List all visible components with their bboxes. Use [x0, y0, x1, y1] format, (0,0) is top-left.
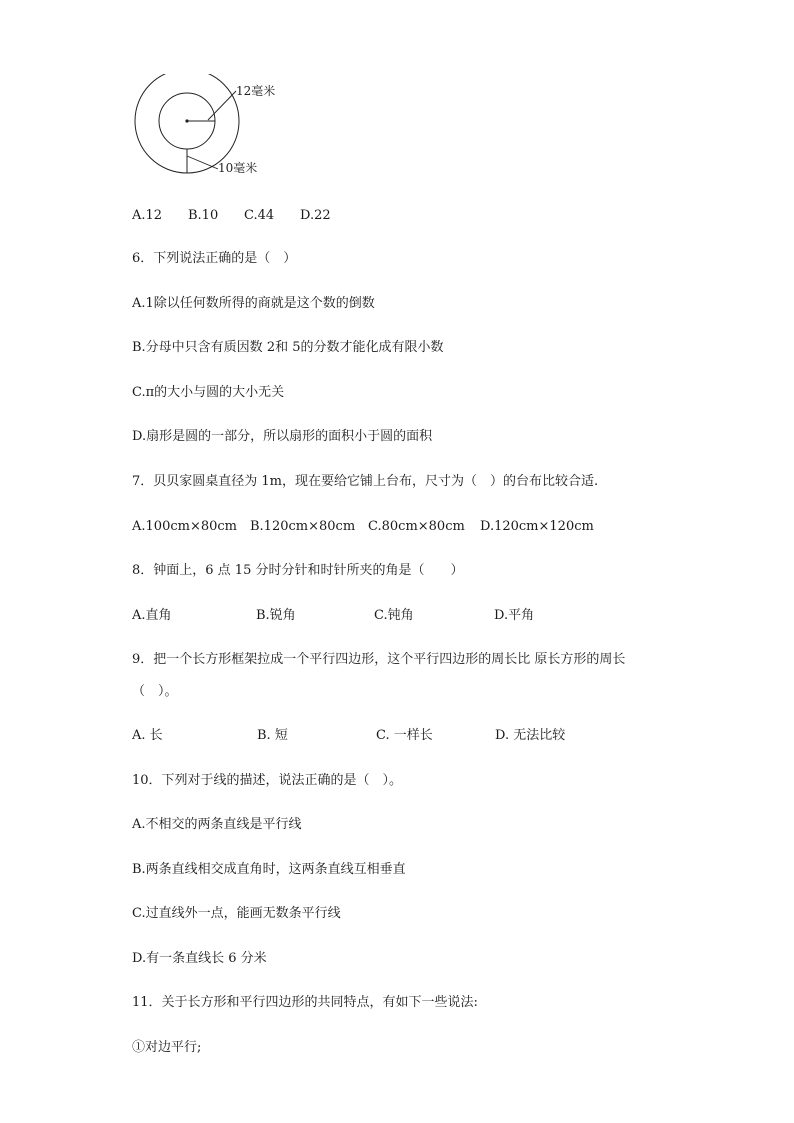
- gap-leader-line: [187, 156, 218, 169]
- q9-option-d: D. 无法比较: [495, 728, 566, 743]
- q8-options: [132, 608, 534, 624]
- q8-option-c: C.钝角: [374, 608, 414, 623]
- q11-stem: 11．关于长方形和平行四边形的共同特点，有如下一些说法:: [132, 995, 478, 1010]
- q10-stem: 10．下列对于线的描述，说法正确的是（ ）。: [132, 773, 403, 788]
- q8-option-a: A.直角: [132, 608, 172, 623]
- q6-option-a: A.1除以任何数所得的商就是这个数的倒数: [132, 296, 375, 311]
- q5-option-b: B.10: [188, 208, 219, 223]
- q9-option-a: A. 长: [132, 728, 163, 743]
- q5-option-c: C.44: [244, 208, 275, 223]
- q9-option-c: C. 一样长: [376, 728, 433, 743]
- q5-option-d: D.22: [300, 208, 331, 223]
- circles-diagram: [132, 74, 292, 184]
- q7-stem: 7．贝贝家圆桌直径为 1m，现在要给它铺上台布，尺寸为（ ）的台布比较合适.: [132, 474, 599, 489]
- q6-option-c: C.π的大小与圆的大小无关: [132, 385, 285, 400]
- q10-option-a: A.不相交的两条直线是平行线: [132, 817, 302, 832]
- q11-item-1: ①对边平行;: [132, 1040, 202, 1055]
- q9-options: [132, 728, 565, 744]
- q9-stem-line1: 9．把一个长方形框架拉成一个平行四边形，这个平行四边形的周长比 原长方形的周长: [132, 652, 626, 667]
- q5-options: [132, 208, 331, 224]
- outer-leader-line: [208, 91, 236, 120]
- q6-stem: 6．下列说法正确的是（ ）: [132, 251, 297, 266]
- q10-option-b: B.两条直线相交成直角时，这两条直线互相垂直: [132, 862, 406, 877]
- q9-stem-line2: （ ）。: [132, 684, 178, 699]
- q7-option-a: A.100cm×80cm: [132, 519, 237, 534]
- q6-option-d: D.扇形是圆的一部分，所以扇形的面积小于圆的面积: [132, 429, 433, 444]
- q10-option-d: D.有一条直线长 6 分米: [132, 951, 267, 966]
- q7-option-d: D.120cm×120cm: [480, 519, 594, 534]
- q8-option-d: D.平角: [494, 608, 535, 623]
- q6-option-b: B.分母中只含有质因数 2和 5的分数才能化成有限小数: [132, 340, 444, 355]
- q5-option-a: A.12: [132, 208, 163, 223]
- q7-options: [132, 519, 594, 535]
- q10-option-c: C.过直线外一点，能画无数条平行线: [132, 906, 341, 921]
- q8-stem: 8．钟面上，6 点 15 分时分针和时针所夹的角是（ ）: [132, 563, 464, 578]
- q8-option-b: B.锐角: [256, 608, 296, 623]
- concentric-circles-figure: [132, 74, 292, 184]
- label-outer: 12毫米: [236, 84, 276, 98]
- q9-option-b: B. 短: [257, 728, 288, 743]
- q7-option-b: B.120cm×80cm: [250, 519, 356, 534]
- label-gap: 10毫米: [218, 161, 258, 175]
- q7-option-c: C.80cm×80cm: [368, 519, 465, 534]
